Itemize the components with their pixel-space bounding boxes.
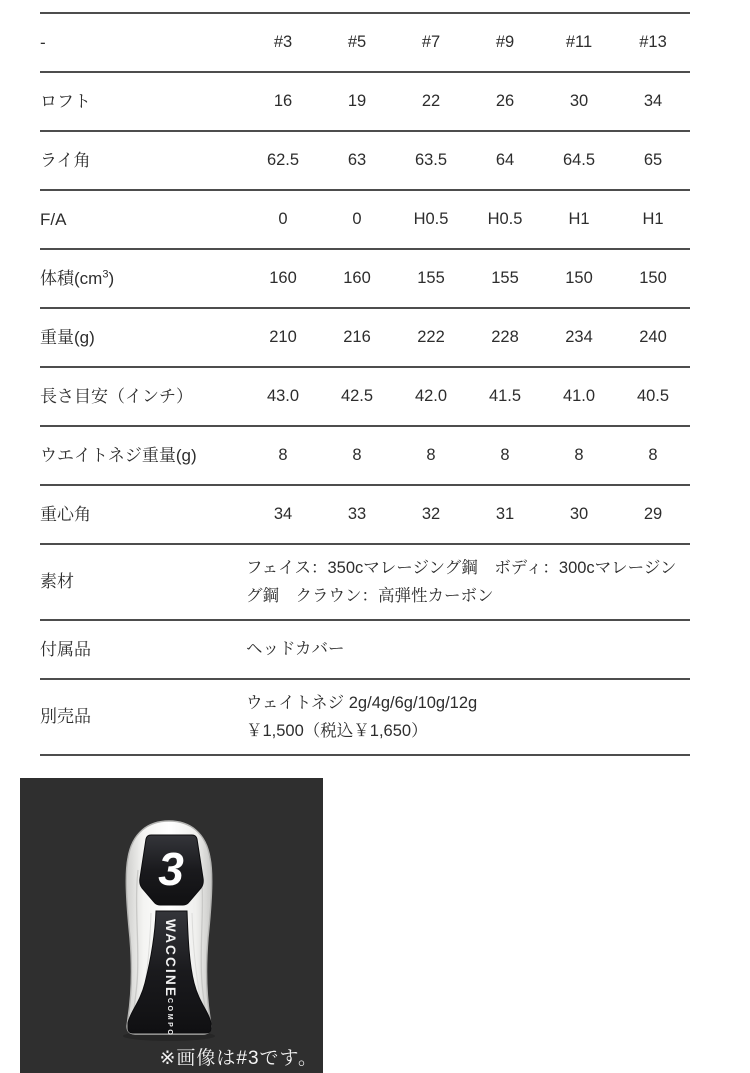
spec-value: 64.5 xyxy=(542,131,616,190)
row-label-weight-screw: ウエイトネジ重量(g) xyxy=(40,426,246,485)
optional-value xyxy=(246,679,690,755)
row-label-material: 素材 xyxy=(40,544,246,620)
spec-value: 63 xyxy=(320,131,394,190)
spec-value: 29 xyxy=(616,485,690,544)
spec-value: 155 xyxy=(394,249,468,308)
club-number: #7 xyxy=(394,13,468,72)
spec-row-optional xyxy=(40,679,690,755)
club-number: #13 xyxy=(616,13,690,72)
spec-value: 228 xyxy=(468,308,542,367)
spec-value: 43.0 xyxy=(246,367,320,426)
spec-row-length xyxy=(40,367,690,426)
spec-value: 8 xyxy=(246,426,320,485)
spec-value: 42.0 xyxy=(394,367,468,426)
row-label-lie-angle: ライ角 xyxy=(40,131,246,190)
headcover-number: 3 xyxy=(158,843,184,895)
spec-value: 33 xyxy=(320,485,394,544)
spec-value: 0 xyxy=(246,190,320,249)
spec-value: 150 xyxy=(542,249,616,308)
volume-label-text: 体積(cm xyxy=(40,269,103,288)
club-number: #3 xyxy=(246,13,320,72)
spec-value: 155 xyxy=(468,249,542,308)
spec-row-weight xyxy=(40,308,690,367)
spec-value: 8 xyxy=(394,426,468,485)
spec-value: H1 xyxy=(542,190,616,249)
spec-row-accessories xyxy=(40,620,690,679)
spec-value: 160 xyxy=(246,249,320,308)
row-label-optional: 別売品 xyxy=(40,679,246,755)
spec-row-loft xyxy=(40,72,690,131)
row-label-loft: ロフト xyxy=(40,72,246,131)
spec-value: 8 xyxy=(616,426,690,485)
spec-value: 41.0 xyxy=(542,367,616,426)
spec-value: H0.5 xyxy=(394,190,468,249)
spec-value: 160 xyxy=(320,249,394,308)
optional-value-items: ウェイトネジ 2g/4g/6g/10g/12g xyxy=(246,694,478,712)
spec-row-material xyxy=(40,544,690,620)
club-number: #11 xyxy=(542,13,616,72)
club-number: #5 xyxy=(320,13,394,72)
spec-value: 240 xyxy=(616,308,690,367)
spec-value: 64 xyxy=(468,131,542,190)
photo-caption: ※画像は#3です。 xyxy=(159,1048,318,1069)
spec-row-volume xyxy=(40,249,690,308)
row-label-length: 長さ目安（インチ） xyxy=(40,367,246,426)
spec-value: H1 xyxy=(616,190,690,249)
spec-value: 30 xyxy=(542,72,616,131)
row-label-volume xyxy=(40,249,246,308)
spec-value: 63.5 xyxy=(394,131,468,190)
spec-value: 0 xyxy=(320,190,394,249)
volume-superscript: 3 xyxy=(102,268,109,281)
spec-value: 216 xyxy=(320,308,394,367)
spec-row-header xyxy=(40,13,690,72)
spec-value: 32 xyxy=(394,485,468,544)
product-spec-page xyxy=(0,12,750,1073)
spec-value: 16 xyxy=(246,72,320,131)
headcover-illustration xyxy=(20,778,323,1073)
spec-value: 19 xyxy=(320,72,394,131)
spec-value: 65 xyxy=(616,131,690,190)
accessories-value: ヘッドカバー xyxy=(246,620,690,679)
row-label-header: - xyxy=(40,13,246,72)
headcover-subbrand-text: COMPO xyxy=(166,998,173,1038)
spec-value: 30 xyxy=(542,485,616,544)
volume-label-close: ) xyxy=(108,269,115,288)
optional-value-price: ￥1,500（税込￥1,650） xyxy=(246,722,428,740)
spec-value: H0.5 xyxy=(468,190,542,249)
spec-value: 8 xyxy=(542,426,616,485)
spec-value: 34 xyxy=(616,72,690,131)
spec-value: 8 xyxy=(320,426,394,485)
spec-value: 210 xyxy=(246,308,320,367)
material-value: フェイス：350cマレージング鋼 ボディ：300cマレージング鋼 クラウン：高弾性カーボン xyxy=(246,544,690,620)
spec-value: 42.5 xyxy=(320,367,394,426)
spec-value: 41.5 xyxy=(468,367,542,426)
spec-row-weight-screw xyxy=(40,426,690,485)
spec-value: 34 xyxy=(246,485,320,544)
spec-value: 62.5 xyxy=(246,131,320,190)
spec-value: 8 xyxy=(468,426,542,485)
spec-row-cg-angle xyxy=(40,485,690,544)
spec-value: 22 xyxy=(394,72,468,131)
headcover-brand-text: WACCINE xyxy=(163,919,178,999)
spec-value: 222 xyxy=(394,308,468,367)
spec-row-face-angle xyxy=(40,190,690,249)
spec-value: 234 xyxy=(542,308,616,367)
spec-table xyxy=(40,12,690,756)
row-label-face-angle: F/A xyxy=(40,190,246,249)
spec-value: 26 xyxy=(468,72,542,131)
club-number: #9 xyxy=(468,13,542,72)
row-label-weight: 重量(g) xyxy=(40,308,246,367)
spec-value: 31 xyxy=(468,485,542,544)
spec-value: 40.5 xyxy=(616,367,690,426)
row-label-cg-angle: 重心角 xyxy=(40,485,246,544)
product-photo xyxy=(20,778,323,1073)
row-label-accessories: 付属品 xyxy=(40,620,246,679)
spec-row-lie-angle xyxy=(40,131,690,190)
spec-value: 150 xyxy=(616,249,690,308)
